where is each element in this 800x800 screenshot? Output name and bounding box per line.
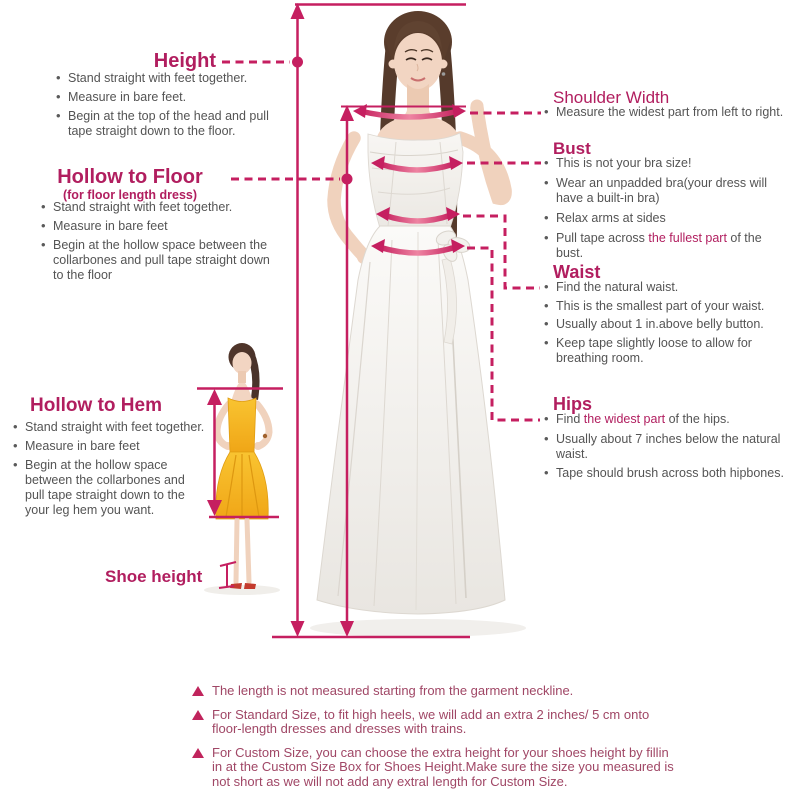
bullet-text-segment: Find [556,412,584,426]
hollow-to-floor-subtitle: (for floor length dress) [62,188,198,202]
bullet-item [543,231,791,261]
right-arm [257,404,269,446]
bullet-item: • Stand straight with feet together. [55,71,283,86]
model-knee-length-dress [191,338,295,600]
right-hand [254,442,262,450]
hollow-to-hem-bullet-list [12,420,206,522]
bullet-item: • This is not your bra size! [543,156,791,171]
section-title-hips: Hips [553,394,593,414]
bullet-text-segment: of the bust. [556,231,762,260]
chest [231,383,253,402]
shoe-height-label: Shoe height [105,567,203,586]
bullet-item: • Find the natural waist. [543,280,795,296]
bullet-item: • Measure in bare feet [40,219,272,234]
note-line: not short as we will not add any extral length for Custom Size. [212,773,568,789]
bullet-item: • Stand straight with feet together. [40,200,272,215]
section-title-shoulder-width: Shoulder Width [553,88,670,107]
note-text [212,708,649,737]
dress-skirt [317,226,505,614]
right-arm [460,108,505,198]
bust-bullet-list [543,156,791,266]
note-line: The length is not measured starting from the garment neckline. [212,683,574,698]
note-line: in at the Custom Size Box for Shoes Height.Make sure the size you measured is [212,759,674,774]
warning-triangle-icon [192,686,204,696]
waist-bullet-list [543,280,795,370]
dress-bodice [368,133,463,228]
bullet-text-highlight: the widest part [583,412,666,426]
bullet-item: • Measure in bare feet [12,439,206,454]
bullet-item: • Measure the widest part from left to right. [543,105,793,120]
shoulder-width-bullet-list [543,105,793,124]
left-sandal [230,583,242,589]
note-row [192,684,697,699]
bullet-text-segment: of the hips. [665,412,730,426]
floor-shadow [204,585,280,595]
bullet-text-highlight: the fullest part [648,231,727,245]
note-line: For Custom Size, you can choose the extra height for your shoes height by fillin [212,744,669,760]
footnotes [192,684,697,798]
warning-triangle-icon [192,710,204,720]
bullet-item: • Keep tape slightly loose to allow for breathing room. [543,336,795,367]
bullet-item: • Stand straight with feet together. [12,420,206,435]
section-title-height: Height [153,50,216,72]
section-title-bust: Bust [553,139,591,158]
model-floor-length-dress [300,0,535,648]
note-row [192,708,697,737]
hips-bullet-list [543,412,797,486]
note-line: floor-length dresses and dresses with trains. [212,721,467,736]
bracelet [263,434,267,438]
bullet-item [543,412,797,427]
bullet-item: • This is the smallest part of your waist. [543,299,795,315]
bullet-item: • Tape should brush across both hipbones. [543,466,797,481]
right-sandal [244,583,256,589]
earring [442,72,446,76]
height-bullet-list [55,71,283,143]
note-text [212,746,674,790]
hollow-to-floor-bullet-list [40,200,272,287]
neck [238,371,246,383]
section-title-waist: Waist [553,262,601,282]
section-title-hollow-to-floor: Hollow to Floor [57,166,203,188]
bullet-item: • Begin at the hollow space between the collarbones and pull tape straight down to the your leg hem you want. [12,458,206,518]
left-arm [217,404,229,446]
bullet-item: • Measure in bare feet. [55,90,283,105]
right-leg [247,520,249,582]
bullet-item: • Begin at the hollow space between the collarbones and pull tape straight down to the floor [40,238,272,283]
note-text [212,684,573,699]
left-arm [334,138,364,256]
note-row [192,746,697,790]
warning-triangle-icon [192,748,204,758]
note-line: For Standard Size, to fit high heels, we will add an extra 2 inches/ 5 cm onto [212,706,650,722]
right-hand [471,100,484,113]
bullet-item: • Relax arms at sides [543,211,791,226]
bullet-text-segment: Pull tape across [556,231,649,245]
bullet-item: • Usually about 1 in.above belly button. [543,317,795,333]
left-leg [236,520,237,582]
floor-shadow [310,619,526,637]
face [233,352,252,374]
section-title-hollow-to-hem: Hollow to Hem [30,395,162,416]
bullet-item: • Usually about 7 inches below the natural waist. [543,432,797,462]
bullet-item: • Begin at the top of the head and pull tape straight down to the floor. [55,109,283,139]
bullet-item: • Wear an unpadded bra(your dress will have a built-in bra) [543,176,791,206]
